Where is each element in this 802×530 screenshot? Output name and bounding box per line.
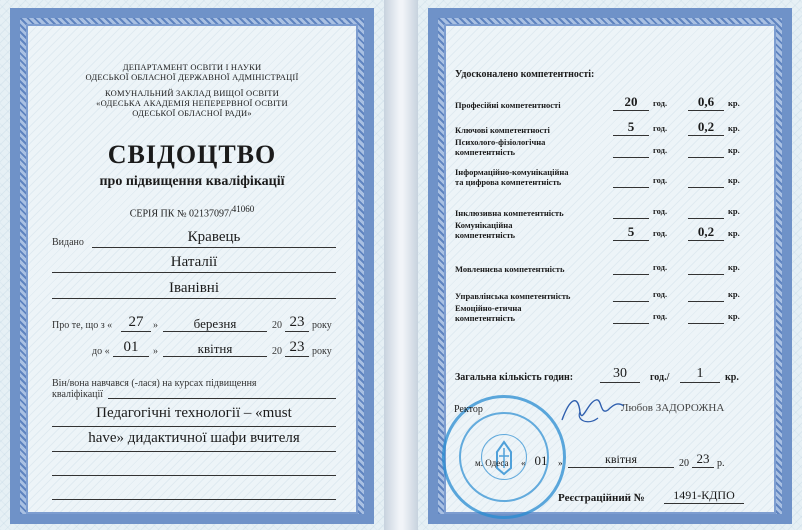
certificate-left-page — [0, 0, 384, 530]
competency-hours: 5 — [627, 224, 635, 239]
competency-label: Ключові компетентності — [455, 125, 550, 135]
total-credits-value: 1 — [696, 366, 704, 381]
total-hours-label: Загальна кількість годин: — [455, 372, 574, 383]
issue-year: 23 — [696, 451, 710, 466]
rector-label: Ректор — [454, 404, 483, 415]
credits-unit: кр. — [728, 228, 740, 238]
competency-label: Комунікаційна — [455, 220, 513, 230]
hours-unit: год. — [653, 175, 668, 185]
hours-line — [613, 110, 649, 111]
course-title-line-2: have» дидактичної шафи вчителя — [88, 430, 300, 446]
competency-label: Психолого-фізіологічна — [455, 137, 546, 147]
competency-label: Емоційно-етична — [455, 303, 522, 313]
department-line-2: ОДЕСЬКОЇ ОБЛАСНОЇ ДЕРЖАВНОЇ АДМІНІСТРАЦІЇ — [85, 72, 299, 82]
hours-unit: год. — [653, 123, 668, 133]
hours-line — [613, 157, 649, 158]
competency-label: Мовленнєва компетентність — [455, 264, 565, 274]
rector-signature — [558, 390, 628, 430]
hours-line — [613, 240, 649, 241]
page-gutter — [384, 0, 418, 530]
to-year-prefix: 20 — [272, 346, 282, 357]
total-hours-line — [600, 382, 640, 383]
hours-unit: год. — [653, 98, 668, 108]
course-label-1: Він/вона навчався (-лася) на курсах підвищення — [52, 378, 257, 389]
competency-label: Управлінська компетентність — [455, 291, 571, 301]
from-year-suffix: року — [312, 320, 332, 331]
name-value: Наталії — [170, 254, 218, 270]
hours-line — [613, 274, 649, 275]
credits-unit: кр. — [728, 289, 740, 299]
certificate-subtitle: про підвищення кваліфікації — [99, 174, 285, 189]
to-year: 23 — [289, 339, 305, 355]
hours-line — [613, 301, 649, 302]
issue-month-line — [568, 467, 674, 468]
issue-date-close: » — [558, 458, 563, 468]
from-day-line — [121, 331, 151, 332]
issued-label: Видано — [52, 237, 84, 248]
total-hours-unit: год./ — [650, 372, 670, 383]
registration-number: 1491-КДПО — [673, 488, 735, 502]
registration-label: Реєстраційний № — [558, 492, 645, 504]
credits-line — [688, 110, 724, 111]
from-year-prefix: 20 — [272, 320, 282, 331]
to-year-suffix: року — [312, 346, 332, 357]
to-quote-close: » — [153, 346, 158, 357]
to-prefix: до « — [92, 346, 110, 357]
competency-credits: 0,6 — [697, 94, 715, 109]
hours-line — [613, 187, 649, 188]
issue-year-prefix: 20 — [679, 458, 689, 469]
series-handwritten: 41060 — [231, 204, 255, 214]
rector-name: Любов ЗАДОРОЖНА — [621, 402, 725, 414]
competency-credits: 0,2 — [697, 119, 715, 134]
issue-date-open: « — [521, 458, 526, 468]
competency-label: Інклюзивна компетентність — [455, 208, 564, 218]
competency-label-cont: компетентність — [455, 313, 516, 323]
credits-unit: кр. — [728, 262, 740, 272]
credits-line — [688, 274, 724, 275]
credits-line — [688, 157, 724, 158]
course-title-line-1: Педагогічні технології – «must — [96, 405, 292, 421]
hours-unit: год. — [653, 228, 668, 238]
credits-line — [688, 240, 724, 241]
from-year: 23 — [289, 314, 305, 330]
registration-line — [664, 503, 744, 504]
hours-line — [613, 135, 649, 136]
hours-unit: год. — [653, 145, 668, 155]
competency-label-cont: компетентність — [455, 147, 516, 157]
from-quote-close: » — [153, 320, 158, 331]
institution-line-3: ОДЕСЬКОЇ ОБЛАСНОЇ РАДИ» — [132, 108, 252, 118]
hours-unit: год. — [653, 289, 668, 299]
competency-hours: 5 — [627, 119, 635, 134]
to-month: квітня — [197, 341, 233, 356]
course-line-2 — [52, 451, 336, 452]
to-day-line — [113, 356, 149, 357]
patronymic-value: Іванівні — [168, 280, 219, 296]
credits-line — [688, 187, 724, 188]
from-month: березня — [193, 316, 237, 331]
course-label-line — [108, 398, 336, 399]
credits-unit: кр. — [728, 98, 740, 108]
credits-line — [688, 218, 724, 219]
hours-line — [613, 218, 649, 219]
course-label-2: кваліфікації — [52, 389, 104, 400]
credits-line — [688, 323, 724, 324]
competency-hours: 20 — [624, 94, 638, 109]
certificate-right-page — [418, 0, 802, 530]
credits-line — [688, 135, 724, 136]
to-day: 01 — [123, 339, 139, 355]
issue-date-suffix: р. — [717, 458, 725, 469]
course-line-1 — [52, 426, 336, 427]
series-text: СЕРІЯ ПК № 02137097/ — [129, 208, 232, 220]
hours-unit: год. — [653, 206, 668, 216]
series-number — [36, 204, 348, 219]
credits-unit: кр. — [728, 123, 740, 133]
issue-place: м. Одеса — [475, 458, 509, 468]
credits-line — [688, 301, 724, 302]
issue-year-line — [692, 467, 714, 468]
from-year-line — [285, 331, 309, 332]
credits-unit: кр. — [728, 145, 740, 155]
credits-unit: кр. — [728, 311, 740, 321]
credits-unit: кр. — [728, 175, 740, 185]
institution-line-2: «ОДЕСЬКА АКАДЕМІЯ НЕПЕРЕРВНОЇ ОСВІТИ — [96, 98, 288, 108]
competency-label: Професійні компетентності — [455, 100, 561, 110]
hours-line — [613, 323, 649, 324]
competency-label-cont: та цифрова компетентність — [455, 177, 562, 187]
issue-month: квітня — [604, 452, 637, 466]
surname-line — [92, 247, 336, 248]
total-credits-line — [680, 382, 720, 383]
institution-line-1: КОМУНАЛЬНИЙ ЗАКЛАД ВИЩОЇ ОСВІТИ — [105, 88, 279, 98]
certificate-title: СВІДОЦТВО — [107, 140, 277, 169]
issue-day: 01 — [534, 453, 548, 468]
hours-unit: год. — [653, 262, 668, 272]
competency-credits: 0,2 — [697, 224, 715, 239]
competency-label-cont: компетентність — [455, 230, 516, 240]
surname-value: Кравець — [187, 229, 241, 245]
hours-unit: год. — [653, 311, 668, 321]
credits-unit: кр. — [728, 206, 740, 216]
to-year-line — [285, 356, 309, 357]
course-line-3 — [52, 475, 336, 476]
competencies-heading: Удосконалено компетентності: — [455, 69, 595, 80]
patronymic-line — [52, 298, 336, 299]
total-hours-value: 30 — [613, 366, 627, 381]
total-credits-unit: кр. — [725, 372, 739, 383]
course-line-4 — [52, 499, 336, 500]
from-day: 27 — [128, 314, 144, 330]
competency-label: Інформаційно-комунікаційна — [455, 167, 569, 177]
from-prefix: Про те, що з « — [52, 320, 113, 331]
name-line — [52, 272, 336, 273]
department-line-1: ДЕПАРТАМЕНТ ОСВІТИ І НАУКИ — [122, 62, 262, 72]
